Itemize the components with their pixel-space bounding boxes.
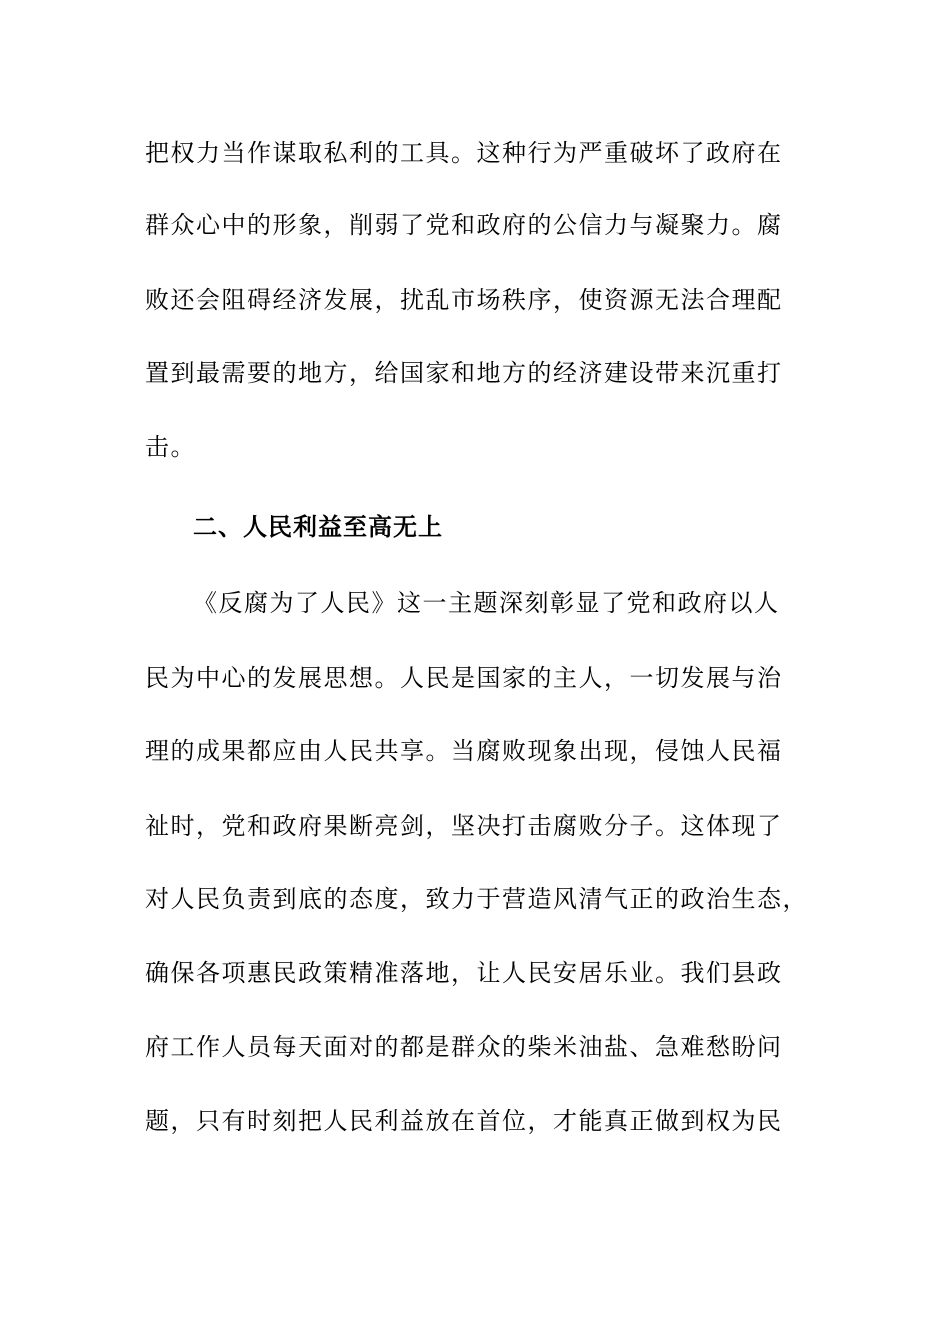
paragraph-1-line-2: 群众心中的形象，削弱了党和政府的公信力与凝聚力。腐 — [145, 211, 783, 239]
section-heading: 二、人民利益至高无上 — [193, 513, 443, 541]
paragraph-2-line-7: 府工作人员每天面对的都是群众的柴米油盐、急难愁盼问 — [145, 1033, 783, 1061]
paragraph-2-line-3: 理的成果都应由人民共享。当腐败现象出现，侵蚀人民福 — [145, 737, 783, 765]
paragraph-2-line-6: 确保各项惠民政策精准落地，让人民安居乐业。我们县政 — [145, 959, 783, 987]
paragraph-1-line-4: 置到最需要的地方，给国家和地方的经济建设带来沉重打 — [145, 359, 783, 387]
paragraph-2-line-4: 祉时，党和政府果断亮剑，坚决打击腐败分子。这体现了 — [145, 812, 783, 840]
paragraph-1-line-3: 败还会阻碍经济发展，扰乱市场秩序，使资源无法合理配 — [145, 286, 783, 314]
paragraph-1-line-1: 把权力当作谋取私利的工具。这种行为严重破坏了政府在 — [145, 139, 783, 167]
paragraph-1-line-5: 击。 — [145, 433, 196, 461]
paragraph-2-line-8: 题，只有时刻把人民利益放在首位，才能真正做到权为民 — [145, 1107, 783, 1135]
paragraph-2-line-1: 《反腐为了人民》这一主题深刻彰显了党和政府以人 — [193, 589, 780, 617]
paragraph-2-line-5: 对人民负责到底的态度，致力于营造风清气正的政治生态， — [145, 885, 808, 913]
paragraph-2-line-2: 民为中心的发展思想。人民是国家的主人，一切发展与治 — [145, 664, 783, 692]
